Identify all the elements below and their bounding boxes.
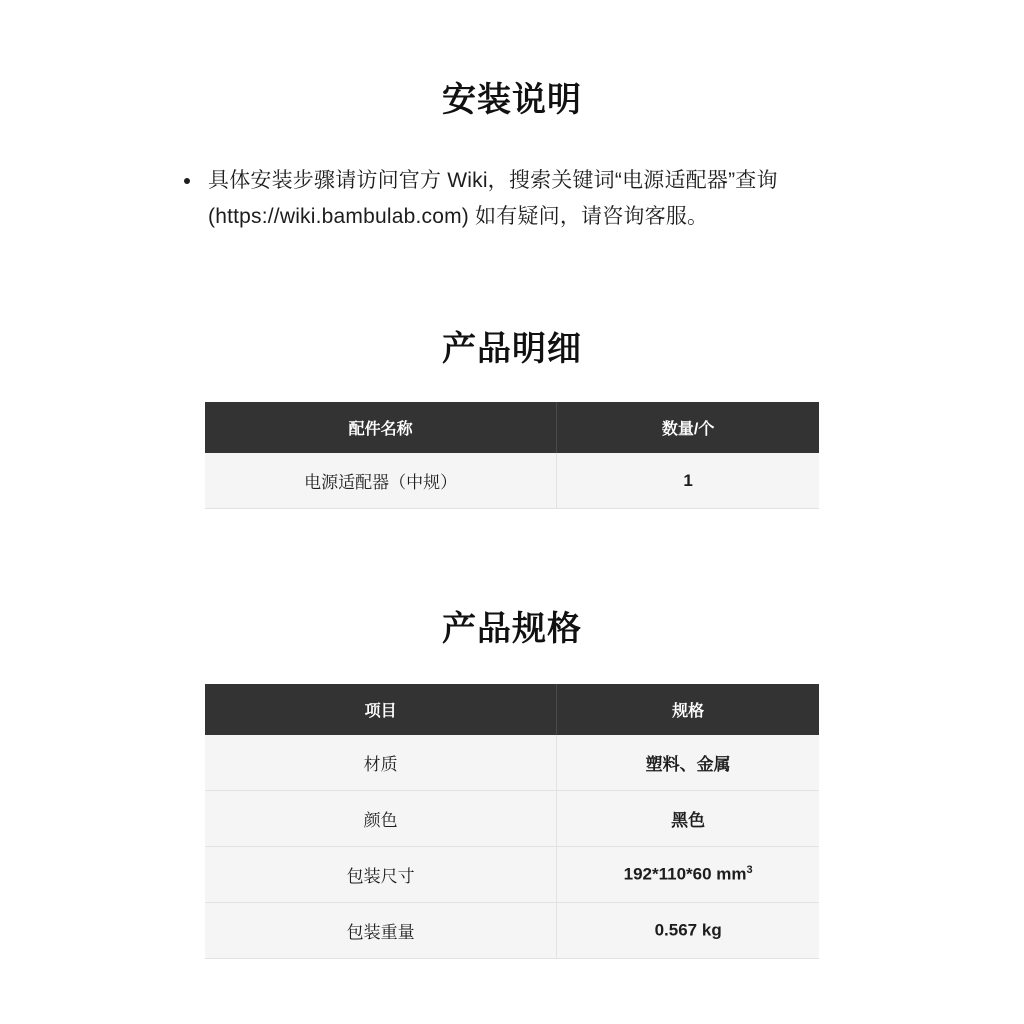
spec-value-text: 塑料、金属 bbox=[645, 755, 731, 774]
table-cell-item: 材质 bbox=[205, 735, 557, 791]
table-header-cell-qty: 数量/个 bbox=[557, 402, 819, 453]
table-cell-item: 包装尺寸 bbox=[205, 847, 557, 903]
table-header-cell-name: 配件名称 bbox=[205, 402, 557, 453]
product-specs-section bbox=[0, 601, 1024, 959]
spec-value-sup: 3 bbox=[746, 864, 753, 877]
table-header-row bbox=[205, 402, 819, 453]
table-cell-item: 颜色 bbox=[205, 791, 557, 847]
table-cell-value bbox=[557, 903, 819, 959]
product-details-section bbox=[0, 321, 1024, 509]
table-cell-qty: 1 bbox=[557, 453, 819, 509]
bullet-dot-icon bbox=[184, 178, 190, 184]
product-specs-heading: 产品规格 bbox=[442, 610, 582, 648]
product-details-heading: 产品明细 bbox=[442, 330, 582, 368]
table-cell-value bbox=[557, 735, 819, 791]
product-specs-table bbox=[205, 684, 819, 959]
installation-bullet-text: 具体安装步骤请访问官方 Wiki，搜索关键词“电源适配器”查询(https://wiki.bambulab.com) 如有疑问，请咨询客服。 bbox=[208, 169, 778, 228]
spec-value-text: 0.567 kg bbox=[654, 920, 722, 940]
spec-value-text: 192*110*60 mm bbox=[623, 864, 747, 884]
table-cell-value bbox=[557, 847, 819, 903]
product-specs-table-wrap bbox=[205, 684, 819, 959]
installation-bullet-list bbox=[180, 163, 820, 235]
product-details-table bbox=[205, 402, 819, 509]
table-header-cell-item: 项目 bbox=[205, 684, 557, 735]
table-cell-value bbox=[557, 791, 819, 847]
list-item bbox=[180, 163, 820, 235]
table-header-cell-spec: 规格 bbox=[557, 684, 819, 735]
table-row bbox=[205, 847, 819, 903]
table-cell-name: 电源适配器（中规） bbox=[205, 453, 557, 509]
installation-section bbox=[0, 0, 1024, 235]
table-header-row bbox=[205, 684, 819, 735]
table-cell-item: 包装重量 bbox=[205, 903, 557, 959]
spec-value-text: 黑色 bbox=[671, 811, 706, 830]
table-row bbox=[205, 791, 819, 847]
installation-heading: 安装说明 bbox=[442, 81, 582, 119]
table-row bbox=[205, 735, 819, 791]
table-row bbox=[205, 453, 819, 509]
table-row bbox=[205, 903, 819, 959]
product-details-table-wrap bbox=[205, 402, 819, 509]
